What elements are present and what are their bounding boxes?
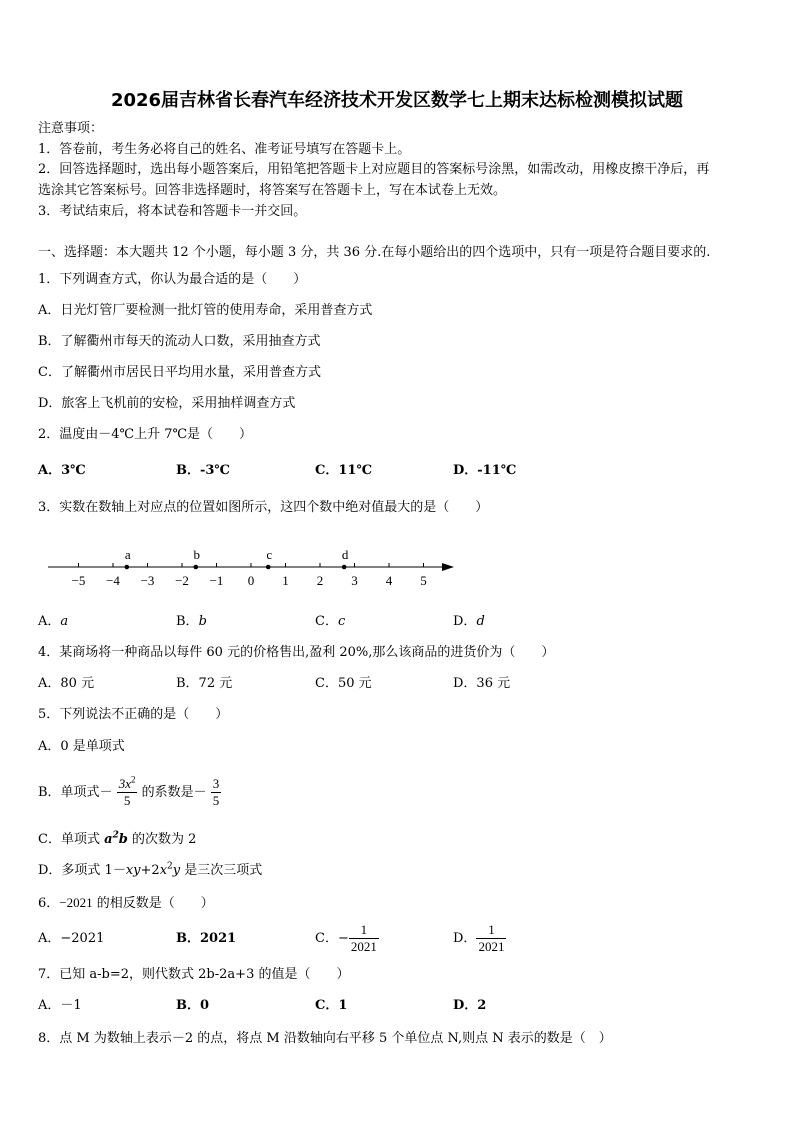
notice-heading: 注意事项：	[38, 121, 104, 136]
number-line-tick-label: 5	[420, 573, 427, 588]
number-line	[44, 540, 464, 590]
question-4-stem: 4．某商场将一种商品以每件 60 元的价格售出,盈利 20%,那么该商品的进货价为（ ）	[38, 645, 555, 660]
question-4-option-d: D．36 元	[453, 676, 511, 691]
number-line-point	[266, 565, 271, 570]
number-line-tick-label: −1	[209, 573, 224, 588]
question-4-options	[38, 673, 758, 695]
section-heading: 一、选择题：本大题共 12 个小题，每小题 3 分，共 36 分.在每小题给出的四个选项中，只有一项是符合题目要求的.	[38, 245, 711, 260]
number-line-tick-label: 3	[351, 573, 358, 588]
question-3-option-d: D．d	[453, 614, 485, 629]
number-line-tick-label: 1	[282, 573, 289, 588]
number-line-tick-label: 2	[316, 573, 324, 588]
question-7-option-a: A．－1	[38, 998, 82, 1013]
question-2-option-d: D．-11℃	[453, 463, 517, 478]
number-line-point-label: c	[266, 547, 273, 562]
question-5-option-b: B．单项式－ $\frac{3x^2}{5}$ 的系数是－ $\frac{3}{5}$	[38, 774, 220, 808]
question-3-stem: 3．实数在数轴上对应点的位置如图所示，这四个数中绝对值最大的是（ ）	[38, 500, 489, 515]
question-6-options	[38, 918, 758, 960]
question-2-option-a: A．3℃	[38, 463, 86, 478]
number-line-tick-label: −2	[175, 573, 189, 588]
notice-item: 2．回答选择题时，选出每小题答案后，用铅笔把答题卡上对应题目的答案标号涂黑，如需改动，用橡皮擦干净后，再	[38, 162, 710, 177]
question-8-stem: 8．点 M 为数轴上表示－2 的点，将点 M 沿数轴向右平移 5 个单位点 N,则点 N 表示的数是（ ）	[38, 1031, 612, 1046]
question-6-option-c: C．− $\frac{1}{2021}$	[315, 922, 377, 954]
question-6-option-d: D． $\frac{1}{2021}$	[453, 922, 505, 954]
number-line-tick-label: 4	[385, 573, 393, 588]
arrow-head-icon	[442, 563, 454, 571]
question-5-option-c: C．单项式 $a^2b$ 的次数为 2	[38, 830, 197, 847]
question-3-option-a: A．a	[38, 614, 69, 629]
notice-item: 选涂其它答案标号。回答非选择题时，将答案写在答题卡上，写在本试卷上无效。	[38, 183, 507, 198]
number-line-tick-label: −3	[140, 573, 155, 588]
fraction: $\frac{3x^2}{5}$	[118, 774, 136, 808]
number-line-tick-label: −5	[71, 573, 86, 588]
question-3-option-c: C．c	[315, 614, 346, 629]
question-1-option-b: B．了解衢州市每天的流动人口数，采用抽查方式	[38, 334, 321, 349]
number-line-point-label: b	[193, 547, 201, 562]
notice-item: 1．答卷前，考生务必将自己的姓名、准考证号填写在答题卡上。	[38, 142, 411, 157]
question-6-option-b: B．2021	[176, 931, 237, 946]
question-7-stem: 7．已知 a-b=2，则代数式 2b-2a+3 的值是（ ）	[38, 967, 350, 982]
number-line-point-label: a	[124, 547, 131, 562]
question-5-option-a: A．0 是单项式	[38, 739, 125, 754]
question-2-option-b: B．-3℃	[176, 463, 231, 478]
question-2-option-c: C．11℃	[315, 463, 373, 478]
question-7-option-b: B．0	[176, 998, 210, 1013]
question-4-option-a: A．80 元	[38, 676, 95, 691]
number-line-point	[125, 565, 130, 570]
number-line-tick-label: −4	[106, 573, 120, 588]
question-5-stem: 5．下列说法不正确的是（ ）	[38, 707, 229, 722]
question-2-stem: 2．温度由－4℃上升 7℃是（ ）	[38, 427, 253, 442]
question-1-option-a: A．日光灯管厂要检测一批灯管的使用寿命，采用普查方式	[38, 303, 373, 318]
question-2-options	[38, 460, 758, 482]
question-6-option-a: A．−2021	[38, 931, 105, 946]
number-line-tick-label: 0	[247, 573, 255, 588]
fraction: $\frac{1}{2021}$	[478, 922, 505, 954]
number-line-point	[342, 565, 347, 570]
fraction: $\frac{1}{2021}$	[350, 922, 377, 954]
notice-item: 3．考试结束后，将本试卷和答题卡一并交回。	[38, 204, 307, 219]
fraction: $\frac{3}{5}$	[212, 776, 220, 808]
question-1-option-c: C．了解衢州市居民日平均用水量，采用普查方式	[38, 365, 321, 380]
question-5-option-d: D．多项式 $1-xy+2x^2y$ 是三次三项式	[38, 861, 263, 878]
question-7-options	[38, 995, 758, 1017]
question-1-option-d: D．旅客上飞机前的安检，采用抽样调查方式	[38, 396, 296, 411]
question-4-option-b: B．72 元	[176, 676, 233, 691]
question-7-option-c: C．1	[315, 998, 348, 1013]
number-line-point	[194, 565, 199, 570]
question-3-option-b: B．b	[176, 614, 207, 629]
question-1-stem: 1．下列调查方式，你认为最合适的是（ ）	[38, 272, 307, 287]
question-3-options	[38, 611, 758, 633]
question-4-option-c: C．50 元	[315, 676, 372, 691]
question-7-option-d: D．2	[453, 998, 487, 1013]
question-6-stem: 6．−2021 的相反数是（ ）	[38, 895, 214, 911]
page-title: 2026届吉林省长春汽车经济技术开发区数学七上期末达标检测模拟试题	[110, 90, 684, 111]
number-line-point-label: d	[341, 547, 349, 562]
